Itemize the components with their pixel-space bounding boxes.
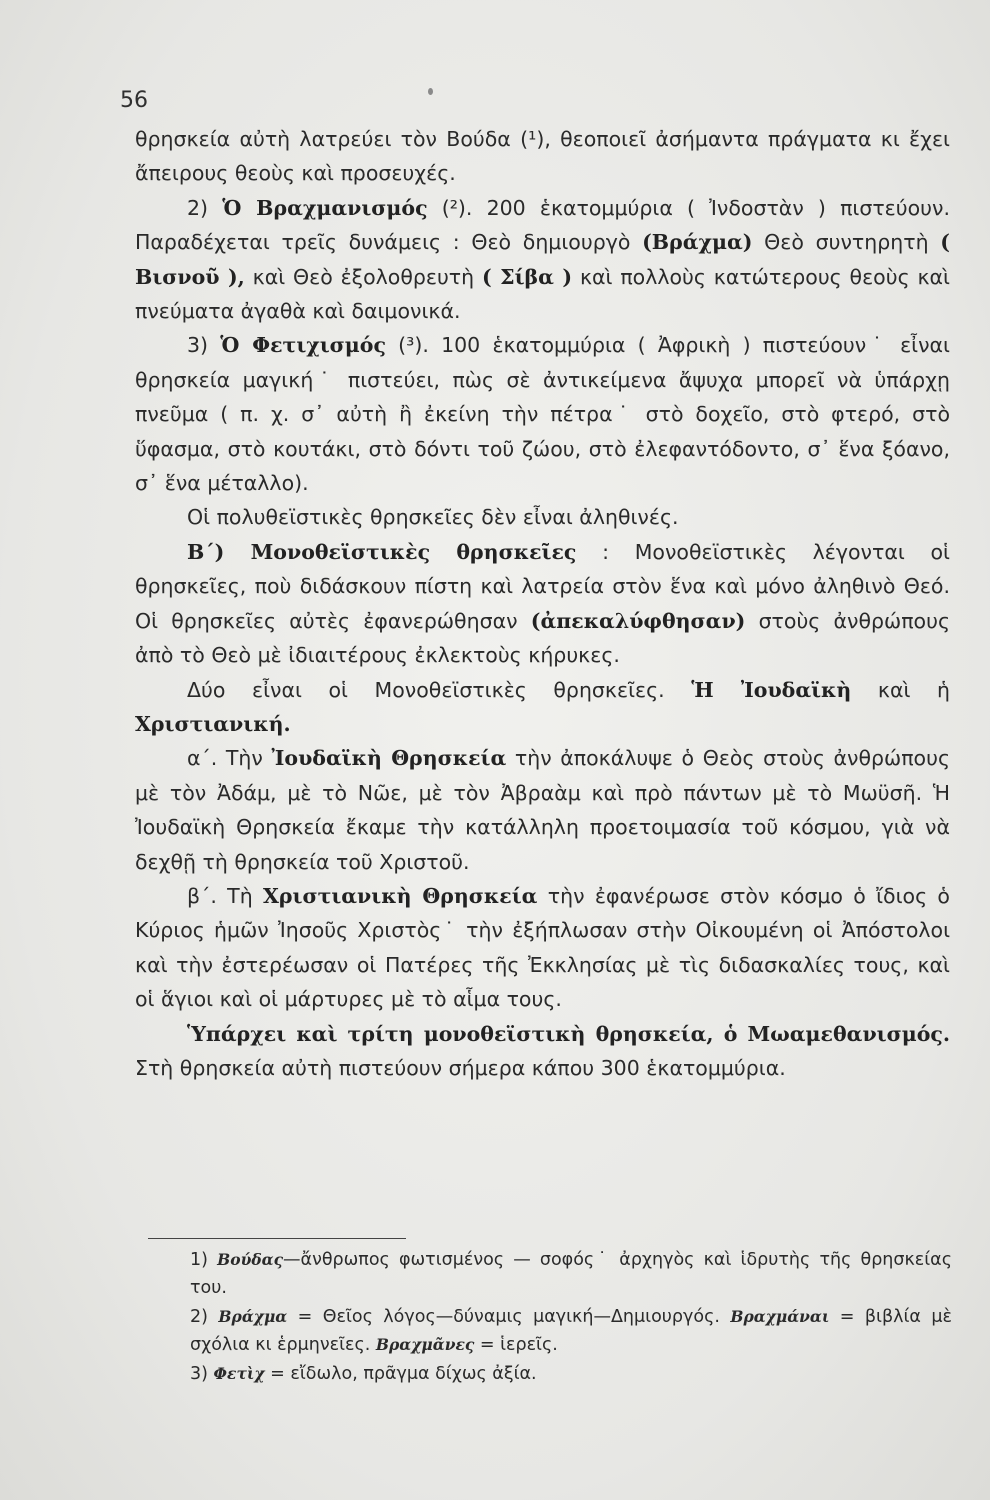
paragraph-buddhism [135,122,950,191]
paragraph-christianity [135,879,950,1017]
paragraph-judaism [135,741,950,879]
emphasis-text: (ἀπεκαλύφθησαν) [530,608,746,633]
text-run: = εἴδωλο, πρᾶγμα δίχως ἀξία. [264,1364,537,1385]
text-run: 1) [190,1250,218,1270]
emphasis-text: Χριστιανικὴ Θρησκεία [263,883,538,908]
footnote-fetish [190,1360,952,1389]
footnotes [190,1246,952,1389]
text-run: Θεὸ συντηρητὴ [752,230,941,255]
paragraph-polytheism-conclusion [135,500,950,534]
body-text [135,122,950,1085]
text-run: β΄. Τὴ [187,883,263,908]
ink-speck [428,88,433,95]
text-run: 3) [190,1364,214,1385]
text-run: τὴν ἀποκάλυψε ὁ Θεὸς στοὺς ἀνθρώπους μὲ τὸν Ἀδάμ, μὲ τὸ Νῶε, μὲ τὸν Ἀβραὰμ καὶ πρὸ πάντων μὲ τὸ Μωϋσῆ. Ἡ Ἰουδαϊκὴ Θρησκεία ἔκαμε τὴν κατάλληλη προετοιμασία τοῦ κόσμου, γιὰ νὰ δεχθῇ τὴ θρησκεία τοῦ Χριστοῦ. [135,746,950,874]
footnote-buddha [190,1246,952,1303]
footnote-divider [148,1238,406,1239]
emphasis-text: ( Σίβα ) [481,264,573,289]
text-run: = Θεῖος λόγος—δύναμις μαγική—Δημιουργός. [287,1306,731,1327]
text-run: Δύο εἶναι οἱ Μονοθεϊστικὲς θρησκεῖες. [187,677,692,702]
text-run: καὶ ἡ [851,677,950,702]
text-run: 2) [190,1306,219,1327]
text-run: καὶ πολλοὺς κατώτερους θεοὺς καὶ πνεύματα ἀγαθὰ καὶ δαιμονικά. [135,264,950,324]
text-run: θρησκεία αὐτὴ λατρεύει τὸν Βούδα (¹), θεοποιεῖ ἀσήμαντα πράγματα κι ἔχει ἄπειρους θεοὺς καὶ προσευχές. [135,127,950,186]
emphasis-text: Φετὶχ [213,1364,265,1384]
text-run: (³). 100 ἑκατομμύρια ( Ἀφρικὴ ) πιστεύουν˙ εἶναι θρησκεία μαγική˙ πιστεύει, πὼς σὲ ἀντικείμενα ἄψυχα μπορεῖ νὰ ὑπάρχῃ πνεῦμα ( π. χ. σ᾽ αὐτὴ ἢ ἐκείνη τὴν πέτρα˙ στὸ δοχεῖο, στὸ φτερό, στὸ ὕφασμα, στὸ κουτάκι, στὸ δόντι τοῦ ζώου, στὸ ἐλεφαντόδοντο, σ᾽ ἕνα ξόανο, σ᾽ ἕνα μέταλλο). [135,333,950,496]
text-run: Στὴ θρησκεία αὐτὴ πιστεύουν σήμερα κάπου 300 ἑκατομμύρια. [135,1055,786,1080]
emphasis-text: Ἡ Ἰουδαϊκὴ [691,677,852,702]
emphasis-text: Βράχμα [218,1306,288,1326]
emphasis-text: Ἰουδαϊκὴ Θρησκεία [271,746,507,771]
text-run: στοὺς ἀνθρώπους ἀπὸ τὸ Θεὸ μὲ ἰδιαιτέρους ἐκλεκτοὺς κήρυκες. [135,608,950,668]
text-run: : Μονοθεϊστικὲς λέγονται οἱ θρησκεῖες, ποὺ διδάσκουν πίστη καὶ λατρεία στὸν ἕνα καὶ μόνο ἀληθινὸ Θεό. Οἱ θρησκεῖες αὐτὲς ἐφανερώθησαν [135,539,950,633]
text-run: (²). 200 ἑκατομμύρια ( Ἰνδοστὰν ) πιστεύουν. Παραδέχεται τρεῖς δυνάμεις : Θεὸ δημιουργὸ [135,195,950,255]
emphasis-text: Ὁ Βραχμανισμός [222,195,428,220]
emphasis-text: Βραχμᾶνες [375,1335,475,1355]
emphasis-text: ( Βισνοῦ ), [135,230,950,289]
footnote-brahma [190,1303,952,1361]
emphasis-text: Βούδας [217,1250,284,1269]
paragraph-two-monotheistic [135,673,950,742]
emphasis-text: Βραχμάναι [730,1306,830,1326]
text-run: τὴν ἐφανέρωσε στὸν κόσμο ὁ ἴδιος ὁ Κύριος ἡμῶν Ἰησοῦς Χριστὸς˙ τὴν ἐξήπλωσαν στὴν Οἰκουμένη οἱ Ἀπόστολοι καὶ τὴν ἐστερέωσαν οἱ Πατέρες τῆς Ἐκκλησίας μὲ τὶς διδασκαλίες τους, καὶ οἱ ἅγιοι καὶ οἱ μάρτυρες μὲ τὸ αἷμα τους. [135,883,950,1012]
paragraph-fetishism [135,328,950,500]
emphasis-text: Χριστιανική. [135,711,291,736]
text-run: 3) [187,333,221,358]
paragraph-islam [135,1017,950,1086]
text-run: 2) [187,195,223,220]
paragraph-monotheistic-religions [135,535,950,673]
text-run: = βιβλία μὲ σχόλια κι ἑρμηνεῖες. [190,1306,952,1356]
page-number: 56 [120,88,148,113]
text-run: καὶ Θεὸ ἐξολοθρευτὴ [244,264,482,289]
emphasis-text: Ὑπάρχει καὶ τρίτη μονοθεϊστικὴ θρησκεία, ὁ Μωαμεθανισμός. [187,1021,950,1046]
text-run: Οἱ πολυθεϊστικὲς θρησκεῖες δὲν εἶναι ἀληθινές. [187,505,679,530]
text-run: —ἄνθρωπος φωτισμένος — σοφός˙ ἀρχηγὸς καὶ ἱδρυτὴς τῆς θρησκείας του. [190,1250,952,1298]
text-run: α΄. Τὴν [187,746,272,771]
emphasis-text: (Βράχμα) [642,230,753,255]
emphasis-text: Ὁ Φετιχισμός [220,333,386,358]
emphasis-text: Β΄) Μονοθεϊστικὲς θρησκεῖες [187,539,577,564]
text-run: = ἱερεῖς. [474,1335,558,1356]
paragraph-brahmanism [135,191,950,329]
